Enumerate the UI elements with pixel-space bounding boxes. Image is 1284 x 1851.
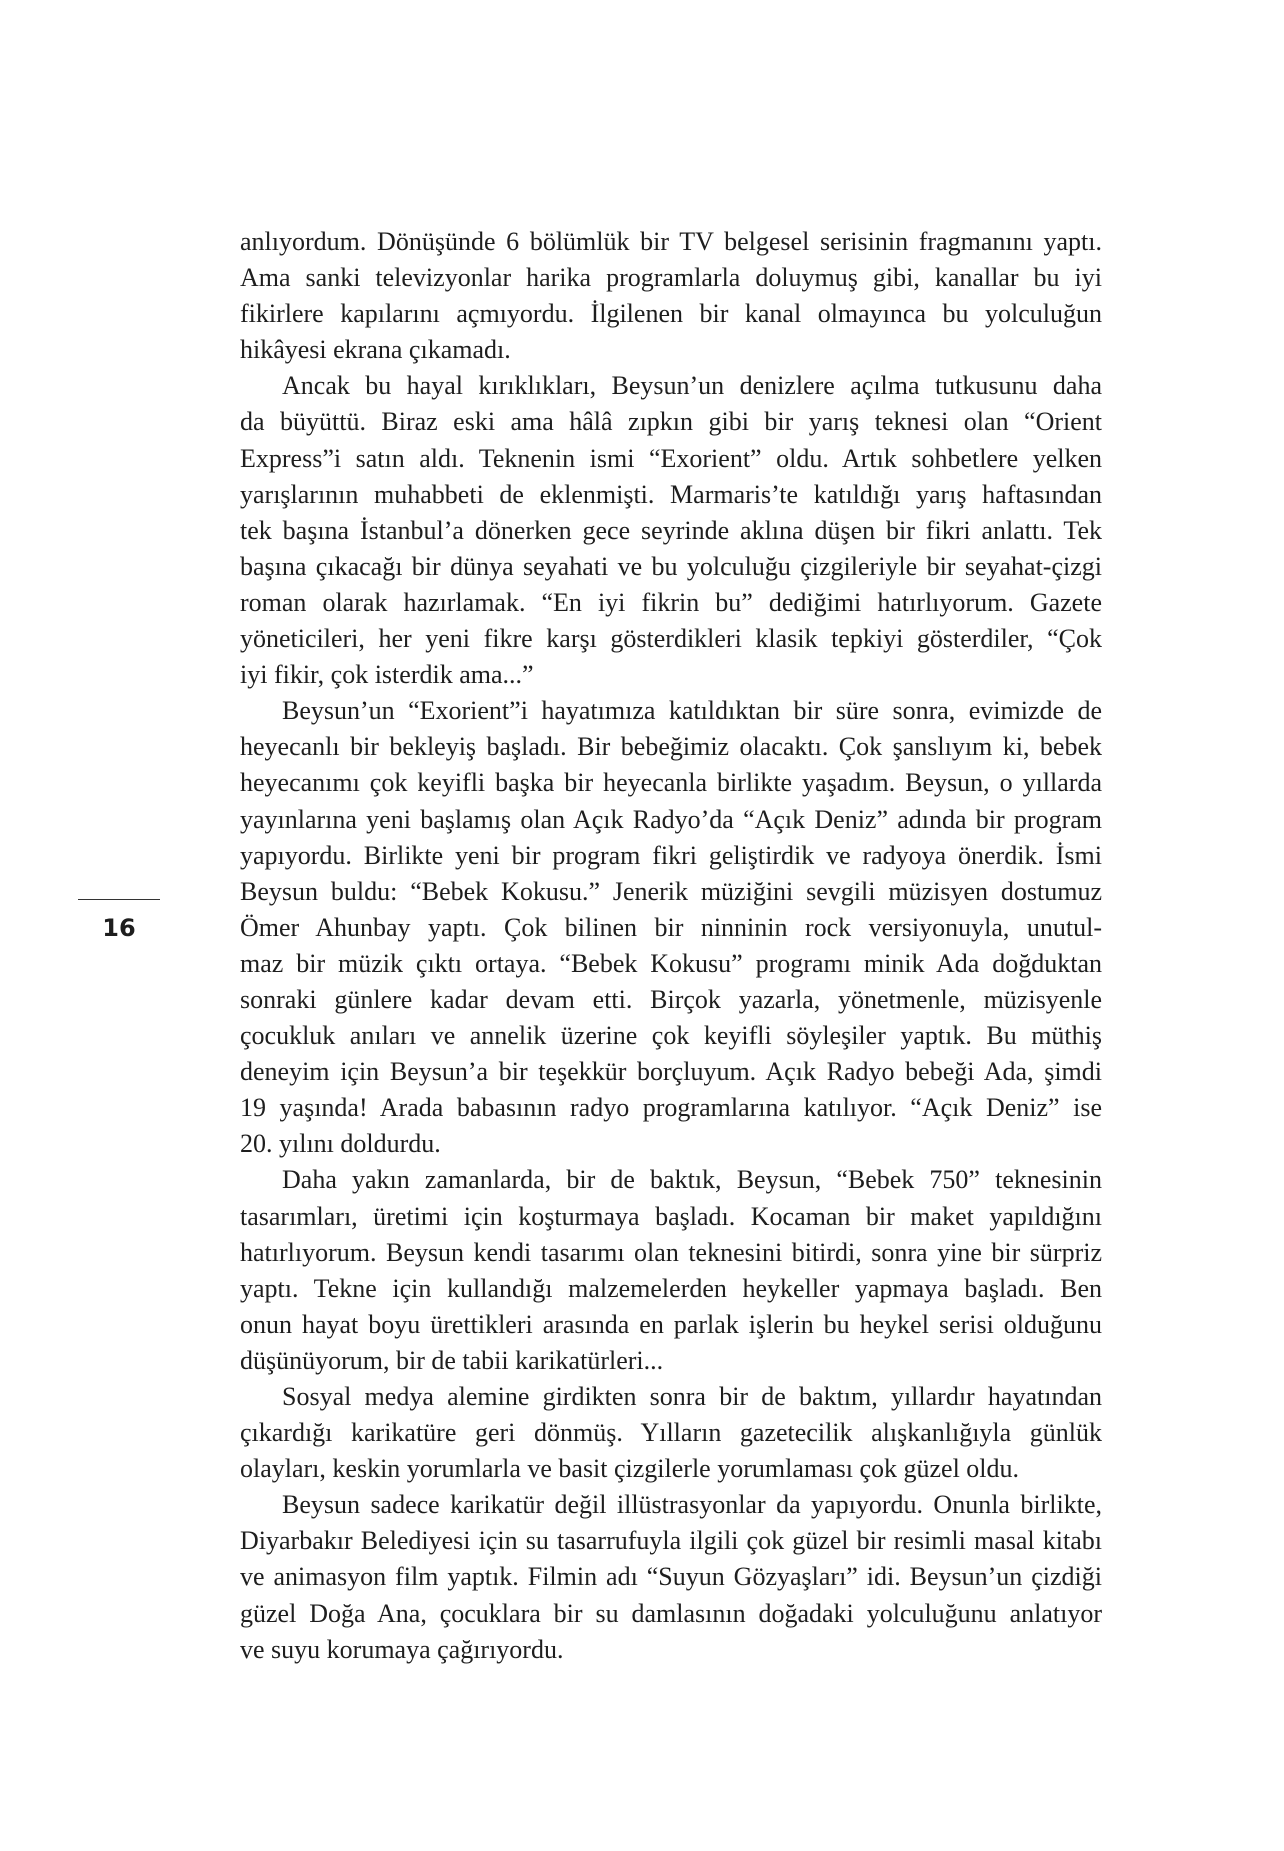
text-line: fikirlere kapılarını açmıyordu. İlgilenen bir kanal olmayınca bu yolculuğun — [240, 299, 1102, 329]
paragraph — [240, 1487, 1102, 1667]
text-line: olayları, keskin yorumlarla ve basit çizgilerle yorumlaması çok güzel oldu. — [240, 1454, 1020, 1484]
text-line: yaptı. Tekne için kullandığı malzemelerden heykeller yapmaya başladı. Ben — [240, 1273, 1102, 1303]
paragraph — [240, 368, 1102, 693]
paragraph — [240, 224, 1102, 368]
page-number-rule — [78, 899, 160, 900]
text-line: maz bir müzik çıktı ortaya. “Bebek Kokusu” programı minik Ada doğduktan — [240, 948, 1102, 978]
text-line: ve animasyon film yaptık. Filmin adı “Suyun Gözyaşları” idi. Beysun’un çizdiği — [240, 1562, 1102, 1592]
text-line: düşünüyorum, bir de tabii karikatürleri... — [240, 1345, 664, 1375]
text-line: güzel Doğa Ana, çocuklara bir su damlasının doğadaki yolculuğunu anlatıyor — [240, 1598, 1102, 1628]
text-line: Beysun buldu: “Bebek Kokusu.” Jenerik müziğini sevgili müzisyen dostumuz — [240, 876, 1102, 906]
paragraph — [240, 693, 1102, 1162]
text-line: Sosyal medya alemine girdikten sonra bir de baktım, yıllardır hayatından — [282, 1382, 1102, 1411]
text-line: yayınlarına yeni başlamış olan Açık Radyo’da “Açık Deniz” adında bir program — [240, 804, 1102, 834]
text-line: başına çıkacağı bir dünya seyahati ve bu yolculuğu çizgileriyle bir seyahat-çizgi — [240, 551, 1102, 581]
text-line: hikâyesi ekrana çıkamadı. — [240, 335, 511, 365]
text-line: tasarımları, üretimi için koşturmaya başladı. Kocaman bir maket yapıldığını — [240, 1201, 1102, 1231]
text-line: iyi fikir, çok isterdik ama...” — [240, 660, 534, 690]
text-line: ve suyu korumaya çağırıyordu. — [240, 1634, 564, 1664]
text-line: çocukluk anıları ve annelik üzerine çok keyifli söyleşiler yaptık. Bu müthiş — [240, 1021, 1102, 1051]
text-line: yapıyordu. Birlikte yeni bir program fikri geliştirdik ve radyoya önerdik. İsmi — [240, 840, 1102, 870]
text-line: da büyüttü. Biraz eski ama hâlâ zıpkın gibi bir yarış teknesi olan “Orient — [240, 407, 1102, 437]
text-line: yöneticileri, her yeni fikre karşı gösterdikleri klasik tepkiyi gösterdiler, “Çok — [240, 624, 1102, 654]
text-line: tek başına İstanbul’a dönerken gece seyrinde aklına düşen bir fikri anlattı. Tek — [240, 515, 1102, 545]
text-line: Daha yakın zamanlarda, bir de baktık, Beysun, “Bebek 750” teknesinin — [282, 1165, 1102, 1195]
text-line: Express”i satın aldı. Teknenin ismi “Exorient” oldu. Artık sohbetlere yelken — [240, 443, 1102, 473]
text-line: roman olarak hazırlamak. “En iyi fikrin bu” dediğimi hatırlıyorum. Gazete — [240, 587, 1102, 617]
text-line: Ancak bu hayal kırıklıkları, Beysun’un denizlere açılma tutkusunu daha — [282, 371, 1102, 401]
body-text — [240, 224, 1102, 1668]
text-line: sonraki günlere kadar devam etti. Birçok yazarla, yönetmenle, müzisyenle — [240, 984, 1102, 1014]
text-line: Ama sanki televizyonlar harika programlarla doluymuş gibi, kanallar bu iyi — [240, 263, 1102, 293]
text-line: Beysun sadece karikatür değil illüstrasyonlar da yapıyordu. Onunla birlikte, — [282, 1490, 1102, 1520]
text-line: onun hayat boyu ürettikleri arasında en parlak işlerin bu heykel serisi olduğunu — [240, 1309, 1102, 1339]
paragraph — [240, 1162, 1102, 1379]
text-line: Diyarbakır Belediyesi için su tasarrufuyla ilgili çok güzel bir resimli masal kitabı — [240, 1526, 1102, 1556]
text-line: hatırlıyorum. Beysun kendi tasarımı olan teknesini bitirdi, sonra yine bir sürpriz — [240, 1237, 1102, 1267]
text-line: çıkardığı karikatüre geri dönmüş. Yılların gazetecilik alışkanlığıyla günlük — [240, 1418, 1102, 1448]
page-number: 16 — [102, 914, 136, 942]
text-line: 20. yılını doldurdu. — [240, 1129, 441, 1159]
text-line: heyecanlı bir bekleyiş başladı. Bir bebeğimiz olacaktı. Çok şanslıyım ki, bebek — [240, 732, 1102, 762]
text-line: deneyim için Beysun’a bir teşekkür borçluyum. Açık Radyo bebeği Ada, şimdi — [240, 1057, 1102, 1087]
paragraph — [240, 1379, 1102, 1487]
text-line: anlıyordum. Dönüşünde 6 bölümlük bir TV belgesel serisinin fragmanını yaptı. — [240, 227, 1102, 256]
text-line: Beysun’un “Exorient”i hayatımıza katıldıktan bir süre sonra, evimizde de — [282, 696, 1102, 726]
text-line: heyecanımı çok keyifli başka bir heyecanla birlikte yaşadım. Beysun, o yıllarda — [240, 768, 1102, 798]
text-line: Ömer Ahunbay yaptı. Çok bilinen bir ninninin rock versiyonuyla, unutul- — [240, 912, 1102, 942]
text-line: yarışlarının muhabbeti de eklenmişti. Marmaris’te katıldığı yarış haftasından — [240, 479, 1102, 509]
text-line: 19 yaşında! Arada babasının radyo programlarına katılıyor. “Açık Deniz” ise — [240, 1093, 1102, 1123]
